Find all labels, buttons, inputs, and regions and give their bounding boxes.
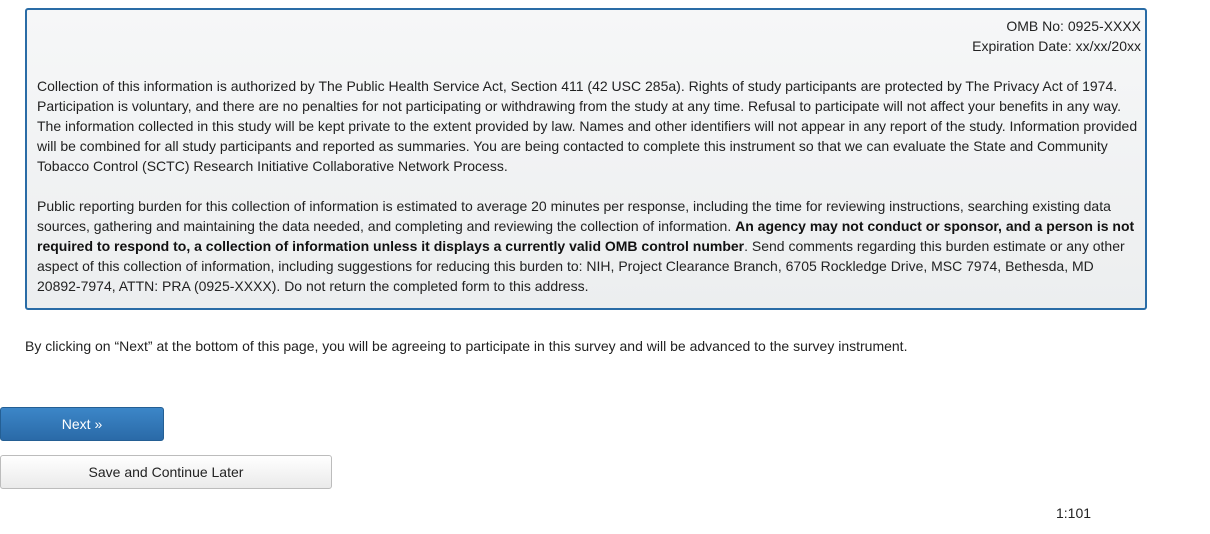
- burden-text-end: . Send comments regarding this burden estimate or any other aspect of this collection of information, including suggestions for reducing this burden to: NIH, Project Clearance Branch, 6705 Rockledge Drive, MSC 7974, Bethesda, MD 20892-7974, ATTN: PRA (0925-XXXX). Do not return the completed form to this address.: [37, 238, 1125, 294]
- save-and-continue-later-button[interactable]: Save and Continue Later: [0, 455, 332, 489]
- burden-text-start: Public reporting burden for this collection of information is estimated to average 20 minutes per response, including the time for reviewing instructions, searching existing data sources, gathering and maintaining the data needed, and completing and reviewing the collection of information.: [37, 198, 1111, 234]
- burden-paragraph: [37, 196, 1141, 296]
- burden-text-bold: An agency may not conduct or sponsor, and a person is not required to respond to, a collection of information unless it displays a currently valid OMB control number: [37, 218, 1135, 254]
- omb-notice-box: [25, 8, 1147, 310]
- consent-statement: By clicking on “Next” at the bottom of this page, you will be agreeing to participate in this survey and will be advanced to the survey instrument.: [25, 338, 908, 354]
- page-number: 1:101: [1056, 505, 1092, 521]
- expiration-date: Expiration Date: xx/xx/20xx: [972, 38, 1141, 54]
- omb-info: [37, 16, 1141, 56]
- authorization-paragraph: Collection of this information is authorized by The Public Health Service Act, Section 411 (42 USC 285a). Rights of study participants are protected by The Privacy Act of 1974. Participation is voluntary, and there are no penalties for not participating or withdrawing from the study at any time. Refusal to participate will not affect your benefits in any way. The information collected in this study will be kept private to the extent provided by law. Names and other identifiers will not appear in any report of the study. Information provided will be combined for all study participants and reported as summaries. You are being contacted to complete this instrument so that we can evaluate the State and Community Tobacco Control (SCTC) Research Initiative Collaborative Network Process.: [37, 78, 1138, 174]
- next-button[interactable]: Next »: [0, 407, 164, 441]
- omb-number: OMB No: 0925-XXXX: [1006, 18, 1141, 34]
